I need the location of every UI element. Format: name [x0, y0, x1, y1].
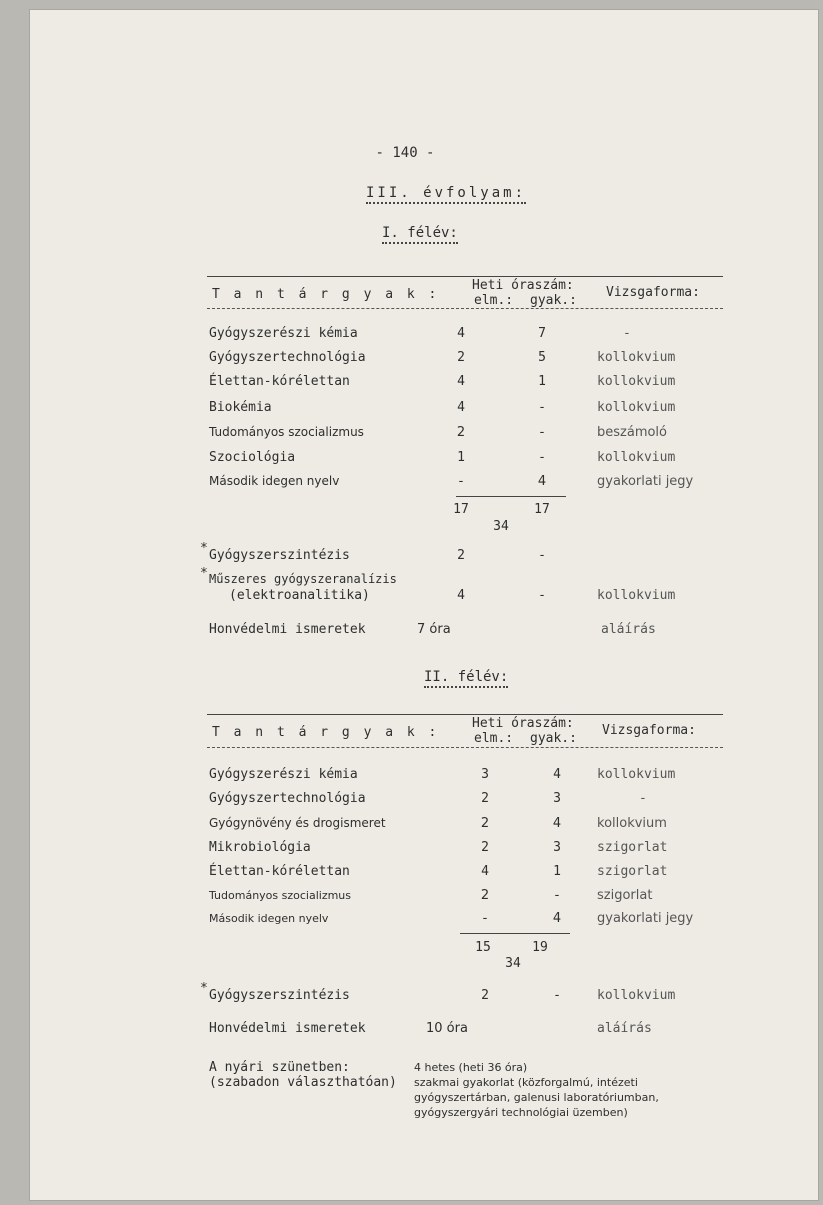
table-row	[209, 622, 656, 637]
exam-form: szigorlat	[597, 888, 653, 903]
sum-total: 34	[493, 519, 509, 534]
subject-name: Mikrobiológia	[209, 840, 311, 855]
lecture-hours: 2	[480, 888, 490, 903]
table-row	[209, 791, 647, 806]
table-top-rule	[207, 276, 723, 277]
subject-name: Honvédelmi ismeretek	[209, 622, 366, 637]
lecture-hours: 4	[457, 326, 465, 341]
exam-form: kollokvium	[597, 767, 676, 782]
subject-name: Műszeres gyógyszeranalízis	[209, 572, 397, 586]
practice-hours: 1	[553, 864, 561, 879]
column-header-practice: gyak.:	[530, 293, 577, 308]
practice-hours: 7	[538, 326, 546, 341]
lecture-hours: 2	[457, 548, 465, 563]
exam-form: kollokvium	[597, 988, 676, 1003]
column-header-exam: Vizsgaforma:	[602, 723, 696, 738]
hours: 7 óra	[417, 622, 451, 637]
subject-name: Második idegen nyelv	[209, 474, 340, 488]
lecture-hours: 2	[457, 350, 465, 365]
lecture-hours: 2	[481, 791, 489, 806]
sum-total: 34	[505, 956, 521, 971]
exam-form: aláírás	[601, 622, 656, 637]
subject-name: Tudományos szocializmus	[209, 425, 364, 439]
exam-form: beszámoló	[597, 425, 667, 440]
lecture-hours: 4	[457, 400, 465, 415]
lecture-hours: -	[482, 911, 488, 926]
lecture-hours: 4	[481, 864, 489, 879]
practice-hours: 3	[553, 791, 561, 806]
table-row	[209, 864, 668, 879]
semester-2-heading: II. félév:	[424, 670, 508, 685]
exam-form: kollokvium	[597, 400, 676, 415]
table-row	[209, 988, 676, 1003]
asterisk-mark: *	[200, 541, 208, 556]
subject-name: Gyógyszerészi kémia	[209, 767, 358, 782]
subject-name: Gyógyszerészi kémia	[209, 326, 358, 341]
lecture-hours: 4	[457, 374, 465, 389]
table-row	[209, 474, 694, 489]
subject-name-continued: (elektroanalitika)	[229, 588, 370, 603]
column-header-practice: gyak.:	[530, 731, 577, 746]
subject-name: Második idegen nyelv	[209, 912, 329, 925]
practice-hours: 4	[552, 816, 562, 831]
practice-hours: 4	[553, 767, 561, 782]
table-top-rule	[207, 714, 723, 715]
column-header-weekly-hours: Heti óraszám:	[472, 278, 574, 293]
practice-hours: -	[538, 450, 546, 465]
practice-hours: -	[554, 888, 560, 903]
column-header-subjects: T a n t á r g y a k :	[212, 287, 440, 302]
sum-rule	[460, 933, 570, 934]
table-row	[209, 767, 676, 782]
summer-label: A nyári szünetben:	[209, 1060, 350, 1075]
table-row	[209, 350, 676, 365]
practice-hours: -	[538, 400, 546, 415]
subject-name: Gyógyszertechnológia	[209, 791, 366, 806]
hours: 10 óra	[426, 1021, 468, 1036]
subject-name: Gyógyszertechnológia	[209, 350, 366, 365]
subject-name: Biokémia	[209, 400, 272, 415]
sum-rule	[456, 496, 566, 497]
exam-form: kollokvium	[597, 374, 676, 389]
exam-form: szigorlat	[597, 864, 668, 879]
semester-1-heading: I. félév:	[382, 226, 458, 241]
summer-line: gyógyszergyári technológiai üzemben)	[414, 1106, 628, 1119]
lecture-hours: 3	[481, 767, 489, 782]
exam-form: kollokvium	[597, 450, 676, 465]
exam-form: gyakorlati jegy	[597, 474, 694, 489]
header-bottom-rule	[207, 308, 723, 309]
table-row	[209, 888, 653, 903]
exam-form: aláírás	[597, 1021, 652, 1036]
asterisk-mark: *	[200, 566, 208, 581]
practice-hours: -	[553, 988, 561, 1003]
lecture-hours: 2	[456, 425, 466, 440]
table-row	[209, 425, 667, 440]
practice-hours: -	[539, 425, 545, 440]
practice-hours: 4	[537, 474, 547, 489]
summer-line: 4 hetes (heti 36 óra)	[414, 1061, 528, 1074]
subject-name: Szociológia	[209, 450, 296, 465]
table-row	[209, 400, 676, 415]
subject-name: Tudományos szocializmus	[209, 889, 352, 902]
sum-lecture: 15	[475, 940, 491, 955]
column-header-subjects: T a n t á r g y a k :	[212, 725, 440, 740]
table-row	[209, 816, 667, 831]
subject-name: Gyógynövény és drogismeret	[209, 816, 386, 830]
sum-lecture: 17	[453, 502, 469, 517]
exam-form: kollokvium	[597, 350, 676, 365]
header-bottom-rule	[207, 747, 723, 748]
practice-hours: 1	[538, 374, 546, 389]
column-header-exam: Vizsgaforma:	[606, 285, 700, 300]
lecture-hours: 4	[457, 588, 465, 603]
practice-hours: 3	[553, 840, 561, 855]
subject-name: Élettan-kórélettan	[209, 374, 350, 389]
exam-form: -	[623, 326, 631, 341]
lecture-hours: 2	[480, 816, 490, 831]
lecture-hours: -	[458, 474, 464, 489]
subject-name: Gyógyszerszintézis	[209, 988, 350, 1003]
page-title: III. évfolyam:	[366, 186, 526, 201]
column-header-lecture: elm.:	[474, 293, 514, 308]
subject-name: Honvédelmi ismeretek	[209, 1021, 366, 1036]
summer-label-optional: (szabadon választhatóan)	[209, 1075, 397, 1090]
exam-form: -	[639, 791, 647, 806]
exam-form: kollokvium	[597, 816, 667, 831]
exam-form: gyakorlati jegy	[597, 911, 694, 926]
table-row	[209, 911, 694, 926]
page-number: - 140 -	[375, 145, 435, 161]
table-row	[209, 374, 676, 389]
subject-name: Gyógyszerszintézis	[209, 548, 350, 563]
summer-line: gyógyszertárban, galenusi laboratóriumban,	[414, 1091, 659, 1104]
summer-line: szakmai gyakorlat (közforgalmú, intézeti	[414, 1076, 638, 1089]
lecture-hours: 2	[481, 840, 489, 855]
practice-hours: -	[538, 548, 546, 563]
practice-hours: 4	[552, 911, 562, 926]
practice-hours: -	[538, 588, 546, 603]
lecture-hours: 1	[457, 450, 465, 465]
sum-practice: 17	[534, 502, 550, 517]
asterisk-mark: *	[200, 981, 208, 996]
practice-hours: 5	[538, 350, 546, 365]
table-row	[209, 450, 676, 465]
table-row	[209, 840, 668, 855]
sum-practice: 19	[532, 940, 548, 955]
column-header-weekly-hours: Heti óraszám:	[472, 716, 574, 731]
exam-form: kollokvium	[597, 588, 676, 603]
subject-name: Élettan-kórélettan	[209, 864, 350, 879]
exam-form: szigorlat	[597, 840, 668, 855]
lecture-hours: 2	[481, 988, 489, 1003]
table-row	[209, 548, 546, 563]
table-row	[209, 1021, 652, 1036]
column-header-lecture: elm.:	[474, 731, 514, 746]
table-row	[209, 326, 631, 341]
